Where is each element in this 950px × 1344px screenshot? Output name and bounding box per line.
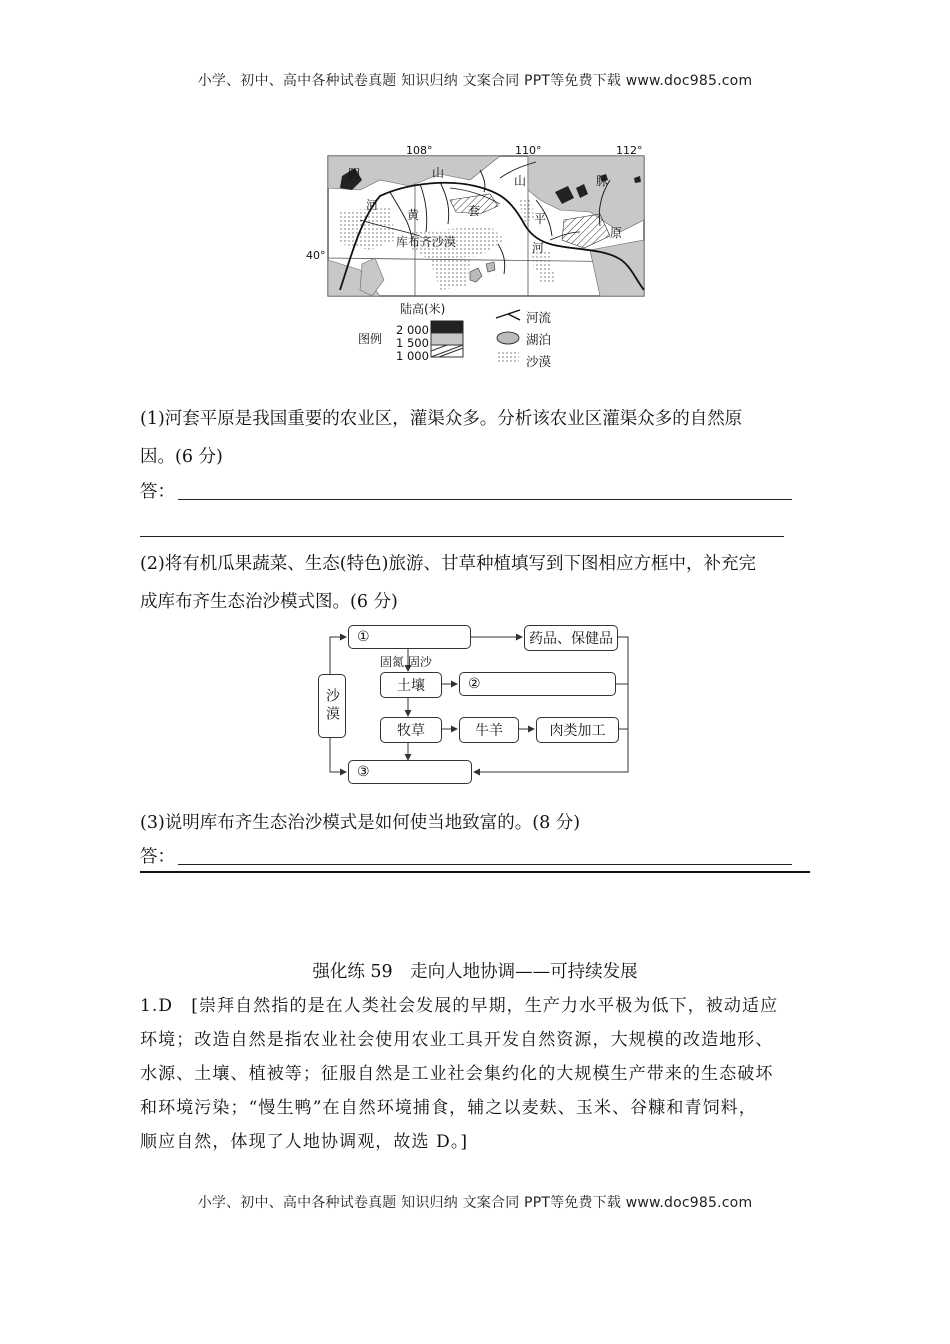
flow-box-2[interactable]: ② [459, 672, 616, 696]
map-label-mai: 脉 [596, 174, 609, 188]
lake-icon [497, 332, 519, 344]
answer-1-line-1[interactable] [178, 499, 792, 500]
map-label-he1: 河 [366, 198, 379, 212]
solution-line-4: 和环境污染；“慢生鸭”在自然环境捕食，辅之以麦麸、玉米、谷糠和青饲料， [140, 1098, 757, 1118]
legend-elevation-title: 陆高(米) [400, 302, 446, 316]
answer-3-label: 答： [140, 847, 175, 867]
legend-symbols [494, 308, 524, 368]
flow-box-1[interactable]: ① [348, 625, 471, 649]
flow-edge-label: 固氮 固沙 [380, 655, 432, 669]
answer-1-line-2[interactable] [140, 536, 784, 537]
legend-desert: 沙漠 [526, 354, 552, 369]
legend-lake: 湖泊 [526, 332, 552, 347]
section-divider [140, 871, 810, 873]
question-2-line2: 成库布齐生态治沙模式图。(6 分) [140, 592, 398, 612]
map-label-huang: 黄 [407, 208, 420, 222]
lon-112-label: 112° [616, 144, 643, 157]
solution-line-5: 顺应自然，体现了人地协调观，故选 D。] [140, 1132, 469, 1152]
footer-banner: 小学、初中、高中各种试卷真题 知识归纳 文案合同 PPT等免费下载 www.doc985.com [197, 1195, 753, 1211]
map-figure [300, 140, 660, 375]
answer-1-label: 答： [140, 482, 175, 502]
legend-level-1500: 1 500 [396, 336, 429, 350]
flow-soil-box: 土壤 [380, 672, 442, 698]
header-banner: 小学、初中、高中各种试卷真题 知识归纳 文案合同 PPT等免费下载 www.doc985.com [197, 73, 753, 89]
map-label-tao: 套 [468, 204, 481, 218]
solution-line-1: 1.D [崇拜自然指的是在人类社会发展的早期，生产力水平极为低下，被动适应 [140, 996, 779, 1016]
question-3 [140, 804, 812, 842]
question-1-line1: (1)河套平原是我国重要的农业区，灌渠众多。分析该农业区灌渠众多的自然原 [140, 409, 743, 429]
flow-forage-box: 牧草 [380, 717, 442, 743]
map-label-he2: 河 [532, 241, 545, 255]
flow-cattle-box: 牛羊 [459, 717, 519, 743]
solution-1 [140, 989, 812, 1159]
legend-level-1000: 1 000 [396, 349, 429, 363]
flow-meat-box: 肉类加工 [536, 717, 619, 743]
question-2 [140, 545, 812, 621]
section-title: 强化练 59 走向人地协调——可持续发展 [312, 962, 638, 982]
map-label-yin: 阴 [348, 167, 361, 181]
question-3-line1: (3)说明库布齐生态治沙模式是如何使当地致富的。(8 分) [140, 813, 581, 833]
legend-level-2000: 2 000 [396, 323, 429, 337]
flowchart [310, 620, 636, 790]
question-1-line2: 因。(6 分) [140, 447, 223, 467]
lon-108-label: 108° [406, 144, 433, 157]
flow-medicine-box: 药品、保健品 [524, 625, 618, 651]
river-icon [496, 310, 520, 320]
map-label-shan2: 山 [514, 174, 527, 188]
legend-elevation-swatches [430, 320, 470, 366]
lat-40-label: 40° [306, 249, 326, 262]
map-label-yuan: 原 [610, 226, 623, 240]
map-label-shan1: 山 [432, 166, 445, 180]
question-2-line1: (2)将有机瓜果蔬菜、生态(特色)旅游、甘草种植填写到下图相应方框中，补充完 [140, 554, 756, 574]
solution-line-3: 水源、土壤、植被等；征服自然是工业社会集约化的大规模生产带来的生态破坏 [140, 1064, 774, 1084]
question-1 [140, 400, 812, 476]
lon-110-label: 110° [515, 144, 542, 157]
answer-3-line[interactable] [178, 864, 792, 865]
solution-line-2: 环境；改造自然是指农业社会使用农业工具开发自然资源，大规模的改造地形、 [140, 1030, 774, 1050]
map-label-kubuqi: 库布齐沙漠 [396, 235, 457, 249]
map-label-ping: 平 [534, 212, 547, 226]
desert-icon [497, 352, 519, 362]
flow-desert-box [318, 674, 346, 738]
legend-title: 图例 [358, 332, 383, 346]
flow-box-3[interactable]: ③ [348, 760, 472, 784]
legend-river: 河流 [526, 310, 552, 325]
flow-desert-label: 沙漠 [324, 688, 340, 724]
